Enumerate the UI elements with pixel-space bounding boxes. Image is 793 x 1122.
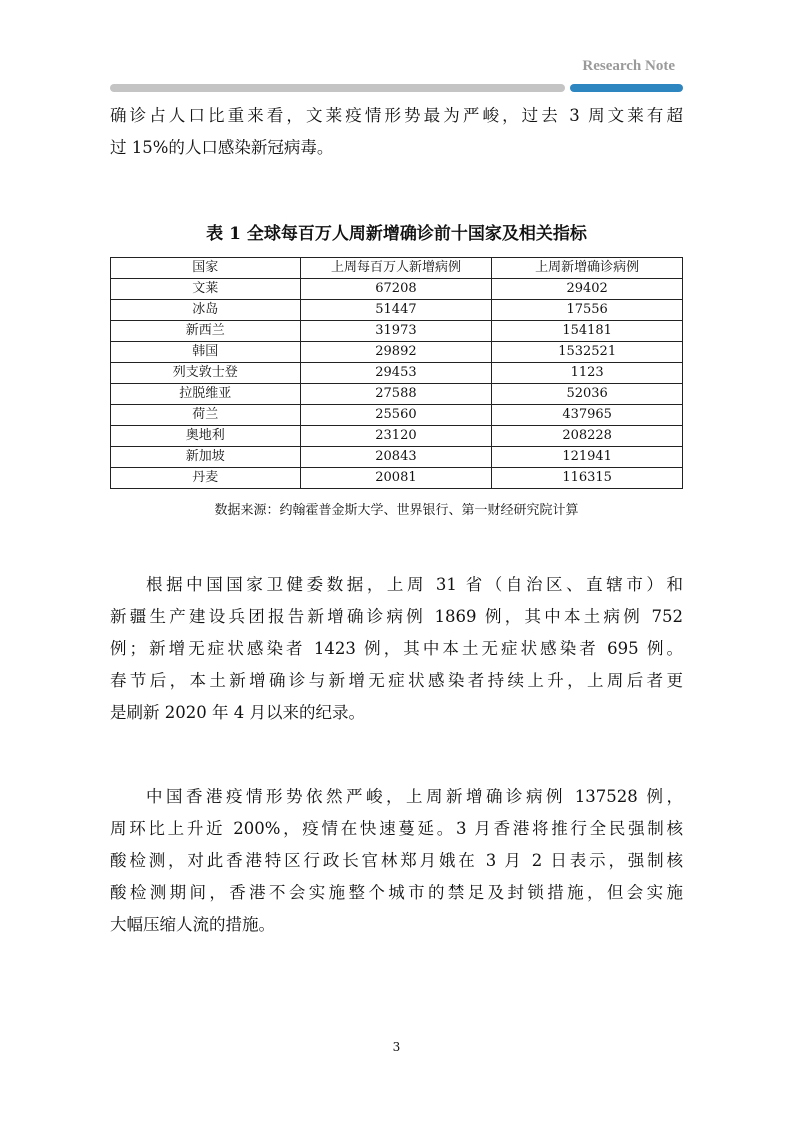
header-label: Research Note [582, 58, 675, 74]
cell-new-cases: 154181 [492, 321, 683, 342]
cell-country: 冰岛 [111, 300, 301, 321]
header-rule-blue [570, 84, 683, 92]
cell-country: 奥地利 [111, 426, 301, 447]
header-rule-gray [110, 84, 565, 92]
cell-country: 文莱 [111, 279, 301, 300]
table-row [111, 468, 683, 489]
table-title: 表 1 全球每百万人周新增确诊前十国家及相关指标 [206, 224, 587, 244]
text-line: 酸检测，对此香港特区行政长官林郑月娥在 3 月 2 日表示，强制核 [110, 851, 683, 870]
text-line: 确诊占人口比重来看，文莱疫情形势最为严峻，过去 3 周文莱有超 [110, 106, 683, 125]
cell-country: 丹麦 [111, 468, 301, 489]
header-new-cases: 上周新增确诊病例 [492, 258, 683, 279]
text-line: 新疆生产建设兵团报告新增确诊病例 1869 例，其中本土病例 752 [110, 607, 683, 626]
cell-per-million: 67208 [300, 279, 492, 300]
table-row [111, 321, 683, 342]
page-number: 3 [392, 1040, 401, 1054]
table-row [111, 363, 683, 384]
body-paragraph-mainland [110, 569, 683, 729]
cell-per-million: 23120 [300, 426, 492, 447]
body-paragraph-hongkong [110, 781, 683, 941]
cell-per-million: 51447 [300, 300, 492, 321]
table-row [111, 300, 683, 321]
table-row [111, 426, 683, 447]
text-line: 大幅压缩人流的措施。 [110, 915, 275, 934]
cell-new-cases: 17556 [492, 300, 683, 321]
header-per-million: 上周每百万人新增病例 [300, 258, 492, 279]
cell-per-million: 20843 [300, 447, 492, 468]
text-line: 周环比上升近 200%，疫情在快速蔓延。3 月香港将推行全民强制核 [110, 819, 683, 838]
cell-new-cases: 121941 [492, 447, 683, 468]
table-header-row [111, 258, 683, 279]
cell-new-cases: 52036 [492, 384, 683, 405]
table-row [111, 405, 683, 426]
text-line: 是刷新 2020 年 4 月以来的纪录。 [110, 703, 365, 722]
cell-country: 拉脱维亚 [111, 384, 301, 405]
covid-table [110, 257, 683, 489]
table-row [111, 342, 683, 363]
text-line: 根据中国国家卫健委数据，上周 31 省（自治区、直辖市）和 [146, 575, 683, 594]
cell-per-million: 20081 [300, 468, 492, 489]
cell-country: 新西兰 [111, 321, 301, 342]
cell-per-million: 29892 [300, 342, 492, 363]
table-row [111, 447, 683, 468]
text-line: 例；新增无症状感染者 1423 例，其中本土无症状感染者 695 例。 [110, 639, 683, 658]
text-line: 中国香港疫情形势依然严峻，上周新增确诊病例 137528 例， [146, 787, 683, 806]
cell-new-cases: 29402 [492, 279, 683, 300]
text-line: 酸检测期间，香港不会实施整个城市的禁足及封锁措施，但会实施 [110, 883, 683, 902]
cell-new-cases: 116315 [492, 468, 683, 489]
cell-country: 新加坡 [111, 447, 301, 468]
cell-new-cases: 437965 [492, 405, 683, 426]
table-source-note: 数据来源：约翰霍普金斯大学、世界银行、第一财经研究院计算 [214, 503, 579, 518]
cell-new-cases: 1532521 [492, 342, 683, 363]
intro-paragraph [110, 100, 683, 164]
cell-new-cases: 1123 [492, 363, 683, 384]
table-row [111, 384, 683, 405]
cell-new-cases: 208228 [492, 426, 683, 447]
text-line: 过 15%的人口感染新冠病毒。 [110, 138, 334, 157]
cell-per-million: 31973 [300, 321, 492, 342]
cell-country: 韩国 [111, 342, 301, 363]
cell-per-million: 27588 [300, 384, 492, 405]
header-country: 国家 [111, 258, 301, 279]
table-row [111, 279, 683, 300]
text-line: 春节后，本土新增确诊与新增无症状感染者持续上升，上周后者更 [110, 671, 683, 690]
cell-country: 荷兰 [111, 405, 301, 426]
cell-per-million: 25560 [300, 405, 492, 426]
cell-per-million: 29453 [300, 363, 492, 384]
cell-country: 列支敦士登 [111, 363, 301, 384]
